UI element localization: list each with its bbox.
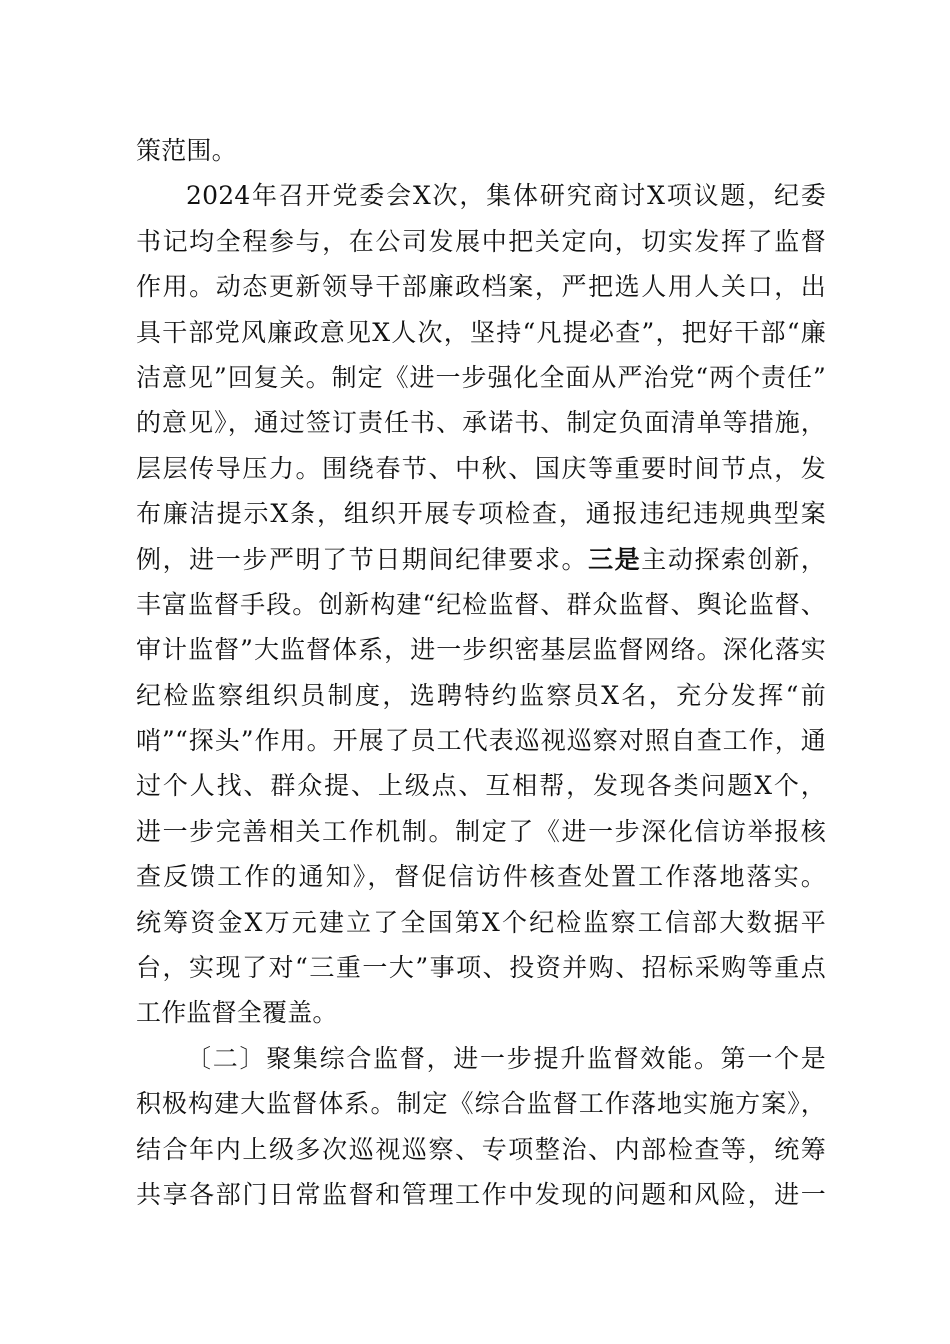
text-line: 作用。动态更新领导干部廉政档案，严把选人用人关口，出 <box>136 272 826 302</box>
text-line: 书记均全程参与，在公司发展中把关定向，切实发挥了监督 <box>136 226 826 256</box>
text-line: 纪检监察组织员制度，选聘特约监察员X名，充分发挥“前 <box>136 680 826 710</box>
text-line: 结合年内上级多次巡视巡察、专项整治、内部检查等，统筹 <box>136 1134 826 1164</box>
text-line: 进一步完善相关工作机制。制定了《进一步深化信访举报核 <box>136 816 826 846</box>
text-line: 丰富监督手段。创新构建“纪检监督、群众监督、舆论监督、 <box>136 589 826 619</box>
body-text <box>136 128 826 1217</box>
text-line: 查反馈工作的通知》，督促信访件核查处置工作落地落实。 <box>136 862 826 892</box>
text-line: 积极构建大监督体系。制定《综合监督工作落地实施方案》， <box>136 1089 826 1119</box>
text-segment: 主动探索创新， <box>641 544 826 574</box>
text-line: 哨”“探头”作用。开展了员工代表巡视巡察对照自查工作，通 <box>136 726 826 756</box>
bold-marker: 三是 <box>588 544 642 574</box>
text-line: 台，实现了对“三重一大”事项、投资并购、招标采购等重点 <box>136 953 826 983</box>
text-line: 审计监督”大监督体系，进一步织密基层监督网络。深化落实 <box>136 635 826 665</box>
paragraph-first-line: 2024年召开党委会X次，集体研究商讨X项议题，纪委 <box>186 181 826 211</box>
text-line: 过个人找、群众提、上级点、互相帮，发现各类问题X个， <box>136 771 826 801</box>
text-line-with-bold <box>136 537 826 582</box>
text-line: 具干部党风廉政意见X人次，坚持“凡提必查”，把好干部“廉 <box>136 317 826 347</box>
text-line: 层层传导压力。围绕春节、中秋、国庆等重要时间节点，发 <box>136 453 826 483</box>
text-line: 的意见》，通过签订责任书、承诺书、制定负面清单等措施， <box>136 408 826 438</box>
text-line: 布廉洁提示X条，组织开展专项检查，通报违纪违规典型案 <box>136 499 826 529</box>
text-line: 洁意见”回复关。制定《进一步强化全面从严治党“两个责任” <box>136 362 826 392</box>
text-line: 共享各部门日常监督和管理工作中发现的问题和风险，进一 <box>136 1179 826 1209</box>
paragraph-first-line: 〔二〕聚集综合监督，进一步提升监督效能。第一个是 <box>186 1043 826 1073</box>
text-line: 统筹资金X万元建立了全国第X个纪检监察工信部大数据平 <box>136 907 826 937</box>
text-line: 工作监督全覆盖。 <box>136 998 338 1028</box>
text-line: 策范围。 <box>136 136 237 165</box>
text-segment: 例，进一步严明了节日期间纪律要求。 <box>136 544 589 574</box>
